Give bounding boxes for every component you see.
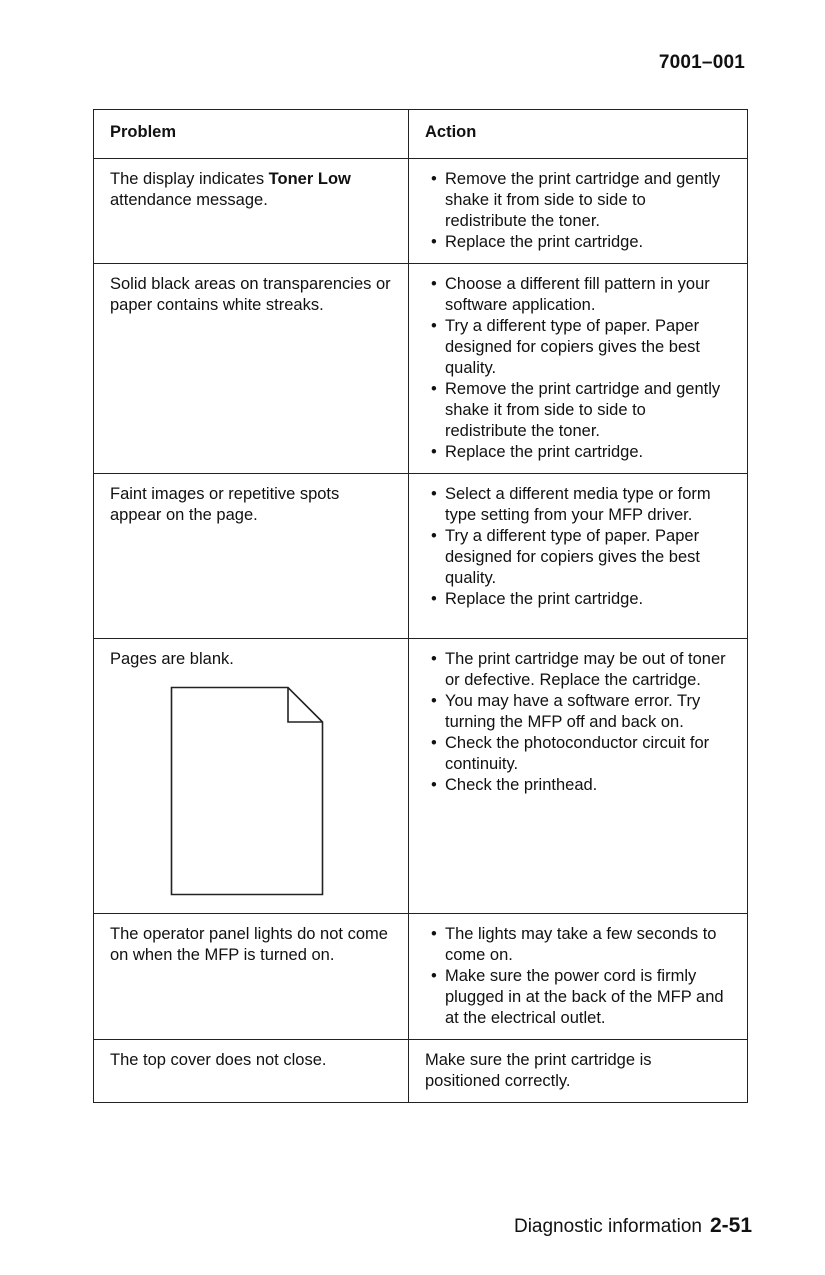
footer-section-title: Diagnostic information bbox=[513, 1216, 702, 1237]
column-header-action: Action bbox=[409, 110, 748, 159]
problem-cell bbox=[94, 639, 409, 914]
action-item: • The lights may take a few seconds to come on. bbox=[445, 924, 731, 966]
problem-emphasis: Toner Low bbox=[268, 170, 351, 188]
problem-text: attendance message. bbox=[110, 191, 268, 209]
action-item: • Remove the print cartridge and gently shake it from side to side to redistribute the toner. bbox=[445, 169, 731, 232]
action-cell: Make sure the print cartridge is positioned correctly. bbox=[409, 1040, 748, 1103]
table-row bbox=[94, 914, 748, 1040]
action-list bbox=[425, 484, 731, 610]
action-cell bbox=[409, 264, 748, 474]
action-item: • Select a different media type or form type setting from your MFP driver. bbox=[445, 484, 731, 526]
problem-cell: Faint images or repetitive spots appear on the page. bbox=[94, 474, 409, 639]
action-list bbox=[425, 649, 731, 796]
table-row bbox=[94, 264, 748, 474]
table-header-row bbox=[94, 110, 748, 159]
action-cell bbox=[409, 159, 748, 264]
action-item: • Check the printhead. bbox=[445, 775, 731, 796]
action-cell bbox=[409, 639, 748, 914]
action-item: • The print cartridge may be out of toner or defective. Replace the cartridge. bbox=[445, 649, 731, 691]
action-cell bbox=[409, 474, 748, 639]
action-list bbox=[425, 274, 731, 463]
action-item: • Replace the print cartridge. bbox=[445, 589, 731, 610]
problem-cell: Solid black areas on transparencies or paper contains white streaks. bbox=[94, 264, 409, 474]
table-row bbox=[94, 639, 748, 914]
action-item: • You may have a software error. Try turning the MFP off and back on. bbox=[445, 691, 731, 733]
action-item: • Check the photoconductor circuit for continuity. bbox=[445, 733, 731, 775]
blank-page-icon bbox=[170, 686, 324, 896]
action-cell bbox=[409, 914, 748, 1040]
column-header-problem: Problem bbox=[94, 110, 409, 159]
problem-cell bbox=[94, 159, 409, 264]
action-item: • Choose a different fill pattern in your software application. bbox=[445, 274, 731, 316]
action-item: • Try a different type of paper. Paper designed for copiers gives the best quality. bbox=[445, 526, 731, 589]
problem-cell: The top cover does not close. bbox=[94, 1040, 409, 1103]
table-row bbox=[94, 159, 748, 264]
action-list bbox=[425, 169, 731, 253]
page-id: 7001–001 bbox=[658, 52, 745, 73]
troubleshooting-table bbox=[93, 109, 748, 1103]
page-footer bbox=[514, 1214, 752, 1238]
action-item: • Try a different type of paper. Paper designed for copiers gives the best quality. bbox=[445, 316, 731, 379]
action-list bbox=[425, 924, 731, 1029]
table-row bbox=[94, 1040, 748, 1103]
page-number: 2-51 bbox=[709, 1214, 752, 1237]
action-item: • Replace the print cartridge. bbox=[445, 442, 731, 463]
problem-text: Pages are blank. bbox=[110, 650, 234, 668]
action-item: • Remove the print cartridge and gently shake it from side to side to redistribute the toner. bbox=[445, 379, 731, 442]
action-item: • Make sure the power cord is firmly plugged in at the back of the MFP and at the electrical outlet. bbox=[445, 966, 731, 1029]
problem-cell: The operator panel lights do not come on when the MFP is turned on. bbox=[94, 914, 409, 1040]
problem-text: The display indicates bbox=[110, 170, 269, 188]
action-item: • Replace the print cartridge. bbox=[445, 232, 731, 253]
table-row bbox=[94, 474, 748, 639]
